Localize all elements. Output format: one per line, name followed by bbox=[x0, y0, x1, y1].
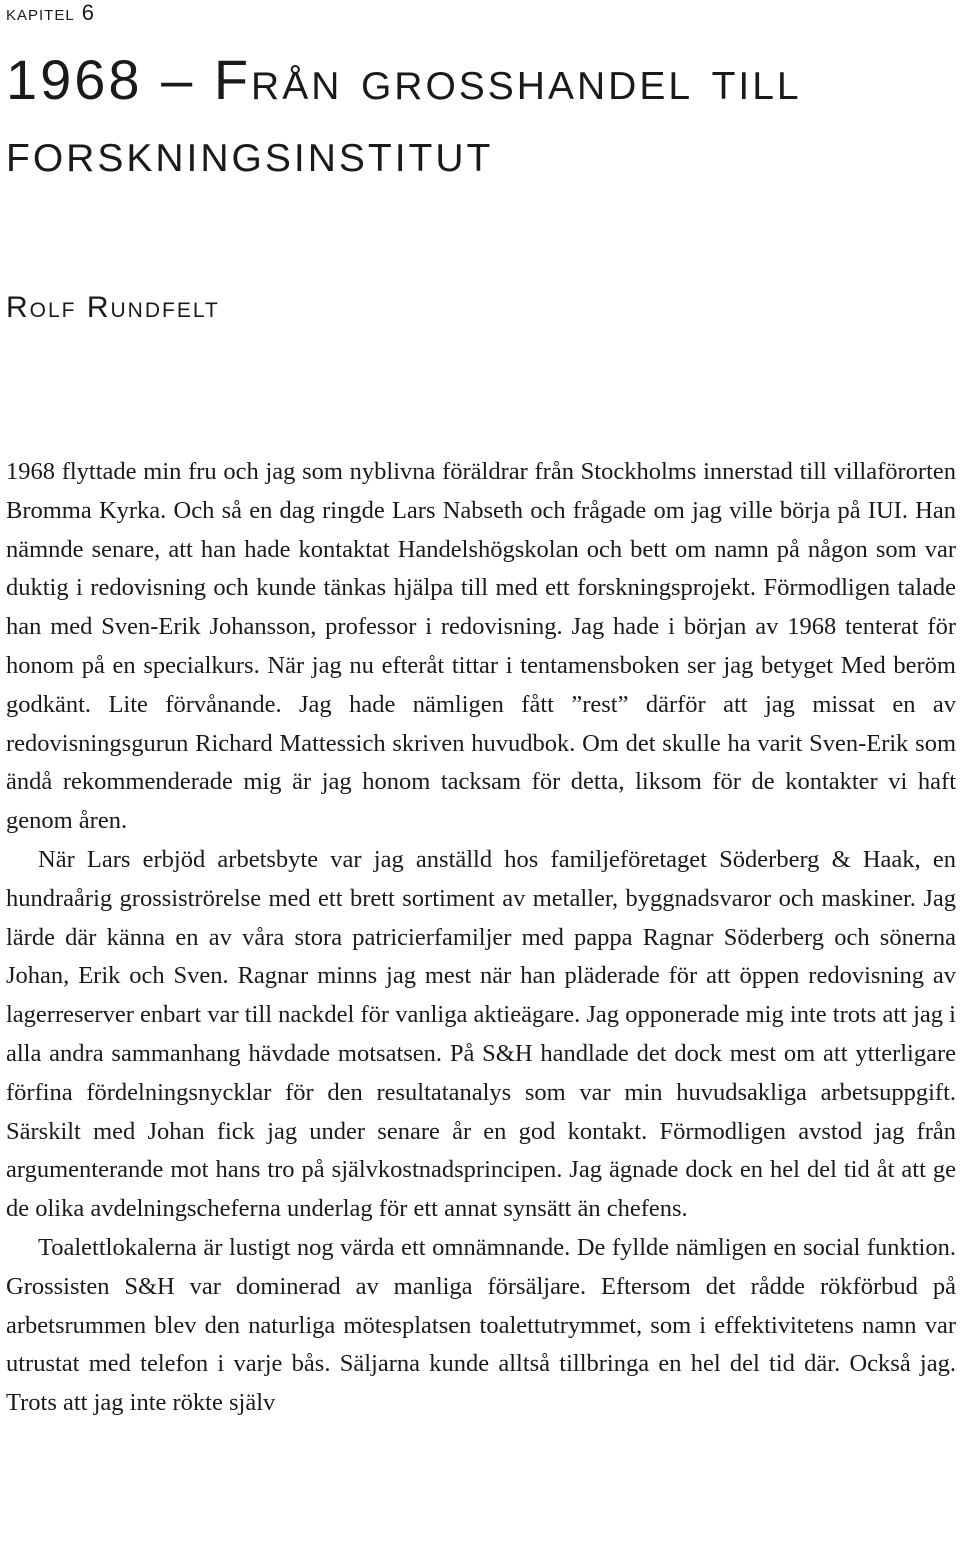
paragraph: 1968 flyttade min fru och jag som nyblivna föräldrar från Stockholms innerstad till villaförorten Bromma Kyrka. Och så en dag ringde Lars Nabseth och frågade om jag ville börja på IUI. Han nämnde senare, att han hade kontaktat Handelshögskolan och bett om namn på någon som var duktig i redovisning och kunde tänkas hjälpa till med ett forskningsprojekt. Förmodligen talade han med Sven-Erik Johansson, professor i redovisning. Jag hade i början av 1968 tenterat för honom på en specialkurs. När jag nu efteråt tittar i tentamensboken ser jag betyget Med beröm godkänt. Lite förvånande. Jag hade nämligen fått ”rest” därför att jag missat en av redovisningsgurun Richard Mattessich skriven huvudbok. Om det skulle ha varit Sven-Erik som ändå rekommenderade mig är jag honom tacksam för detta, liksom för de kontakter vi haft genom åren. bbox=[6, 458, 956, 835]
author-name: Rolf Rundfelt bbox=[6, 291, 220, 324]
chapter-title: 1968 – Från grosshandel till forskningsinstitut bbox=[6, 48, 802, 183]
chapter-body bbox=[6, 453, 956, 1423]
paragraph: När Lars erbjöd arbetsbyte var jag anställd hos familjeföretaget Söderberg & Haak, en hundraårig grossiströrelse med ett brett sortiment av metaller, byggnadsvaror och maskiner. Jag lärde där känna en av våra stora patricierfamiljer med pappa Ragnar Söderberg och sönerna Johan, Erik och Sven. Ragnar minns jag mest när han pläderade för att öppen redovisning av lagerreserver enbart var till nackdel för vanliga aktieägare. Jag opponerade mig inte trots att jag i alla andra sammanhang hävdade motsatsen. På S&H handlade det dock mest om att ytterligare förfina fördelningsnycklar för den resultatanalys som var min huvudsakliga arbetsuppgift. Särskilt med Johan fick jag under senare år en god kontakt. Förmodligen avstod jag från argumenterande mot hans tro på självkostnadsprincipen. Jag ägnade dock en hel del tid åt att ge de olika avdelningscheferna underlag för ett annat synsätt än chefens. bbox=[6, 845, 956, 1223]
paragraph: Toalettlokalerna är lustigt nog värda ett omnämnande. De fyllde nämligen en social funktion. Grossisten S&H var dominerad av manliga försäljare. Eftersom det rådde rökförbud på arbetsrummen blev den naturliga mötesplatsen toalettutrymmet, som i effektivitetens namn var utrustat med telefon i varje bås. Säljarna kunde alltså tillbringa en hel del tid där. Också jag. Trots att jag inte rökte själv bbox=[6, 1233, 956, 1417]
chapter-label: kapitel 6 bbox=[6, 0, 96, 25]
